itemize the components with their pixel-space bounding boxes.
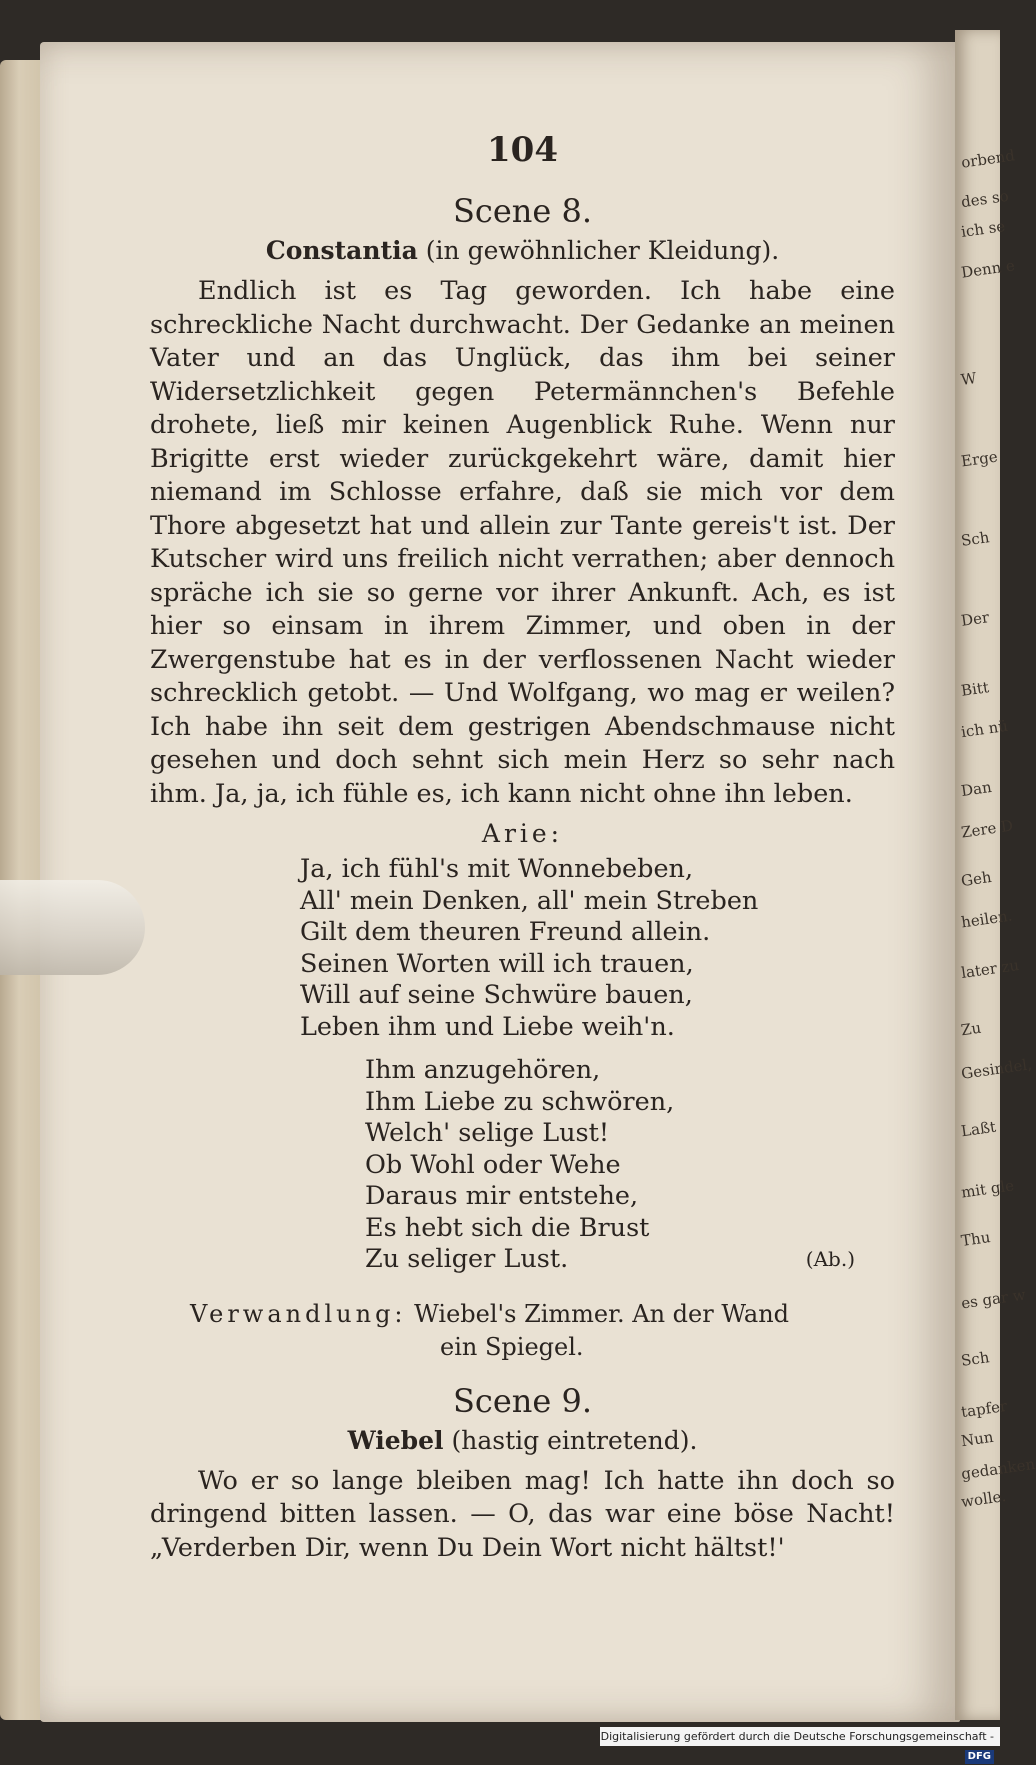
scene-9-title: Scene 9.	[452, 1381, 593, 1420]
scene-8-speaker-line	[150, 236, 895, 265]
stage-direction: (hastig eintretend).	[451, 1425, 698, 1455]
digitization-footer	[600, 1727, 1000, 1762]
verse-stanza-2	[365, 1055, 895, 1276]
stage-direction: (in gewöhnlicher Kleidung).	[425, 236, 780, 265]
facing-page-fragment: Sch	[959, 528, 991, 550]
facing-page-fragment: es gar w	[960, 1285, 1027, 1313]
transition-text-continued: ein Spiegel.	[440, 1332, 584, 1361]
facing-page-fragment: later zu	[960, 956, 1021, 982]
facing-page-fragment: heilen.	[959, 906, 1014, 932]
speaker-name: Wiebel	[347, 1425, 444, 1455]
verse-line: Ihm anzugehören,	[365, 1055, 601, 1085]
facing-page-fragment: Sch	[959, 1348, 991, 1370]
scene-9-text: Wo er so lange bleiben mag! Ich hatte ihn doch so dringend bitten lassen. — O, das war eine böse Nacht! „Verderben Dir, wenn Du Dein Wort nicht hältst!'	[150, 1465, 895, 1563]
verse-stanza-1	[300, 854, 895, 1043]
facing-page-fragment: Zere D	[960, 816, 1015, 842]
transition-label: Verwandlung:	[190, 1299, 407, 1328]
thumb	[0, 880, 145, 975]
scene-8-title: Scene 8.	[452, 192, 593, 230]
facing-page-fragment: tapfer	[959, 1396, 1009, 1422]
verse-last-row	[365, 1244, 895, 1276]
verse-line: Leben ihm und Liebe weih'n.	[300, 1011, 675, 1042]
verse-line: Welch' selige Lust!	[365, 1118, 610, 1148]
facing-page-fragment: Dan	[959, 777, 993, 801]
verse-line: All' mein Denken, all' mein Streben	[300, 885, 759, 916]
facing-page-fragment: Nun	[959, 1427, 995, 1451]
facing-page-fragment: mit gle	[960, 1176, 1016, 1202]
facing-page-fragment: gedanken	[960, 1454, 1036, 1484]
facing-page-fragment: orbend	[960, 146, 1016, 172]
facing-page-fragment: Erge	[959, 447, 999, 471]
verse-line: Daraus mir entstehe,	[365, 1181, 639, 1211]
facing-page-fragment: Zu	[959, 1018, 983, 1040]
facing-page-fragment: wolle.	[959, 1486, 1008, 1512]
facing-page-fragment: Denn e	[960, 256, 1016, 282]
verse-line: Will auf seine Schwüre bauen,	[300, 980, 693, 1010]
facing-page-fragment: ich nü	[959, 716, 1009, 742]
facing-page-fragment: Thu	[959, 1228, 992, 1250]
facing-page-fragment: des so	[959, 186, 1010, 212]
facing-page-fragment: ich se	[959, 217, 1007, 241]
arie-heading: Arie:	[481, 819, 564, 848]
verse-line: Ob Wohl oder Wehe	[365, 1149, 621, 1180]
verse-line: Es hebt sich die Brust	[365, 1212, 650, 1243]
scene-9-speaker-line	[150, 1426, 895, 1455]
facing-page-fragment: Geh	[959, 867, 993, 891]
facing-page-fragment: Der	[959, 608, 991, 630]
verse-line: Ihm Liebe zu schwören,	[365, 1086, 675, 1117]
verse-line: Zu seliger Lust.	[365, 1244, 569, 1274]
facing-page-fragment: Gesindel,	[960, 1055, 1033, 1083]
facing-page-edge	[955, 30, 1036, 1720]
facing-page-fragment: W	[959, 369, 978, 389]
speaker-name: Constantia	[265, 236, 418, 265]
facing-page-fragment: Bitt	[959, 678, 991, 700]
dfg-logo-icon: DFG	[965, 1750, 994, 1764]
page-content	[150, 130, 895, 1565]
verse-line: Ja, ich fühl's mit Wonnebeben,	[300, 854, 694, 884]
verse-line: Seinen Worten will ich trauen,	[300, 948, 694, 979]
facing-page-fragment: Laßt	[959, 1117, 998, 1141]
monologue-text: Endlich ist es Tag geworden. Ich habe eine schreckliche Nacht durchwacht. Der Gedanke an meinen Vater und an das Unglück, das ihm bei seiner Widersetzlichkeit gegen Petermännchen's Befehle drohete, ließ mir keinen Augenblick Ruhe. Wenn nur Brigitte erst wieder zurückgekehrt wäre, damit hier niemand im Schlosse erfahre, daß sie mich vor dem Thore abgesetzt hat und allein zur Tante gereis't ist. Der Kutscher wird uns freilich nicht verrathen; aber dennoch spräche ich sie so gerne vor ihrer Ankunft. Ach, es ist hier so einsam in ihrem Zimmer, und oben in der Zwergenstube hat es in der verflossenen Nacht wieder schrecklich getobt. — Und Wolfgang, wo mag er weilen? Ich habe ihn seit dem gestrigen Abendschmause nicht gesehen und doch sehnt sich mein Herz so sehr nach ihm. Ja, ja, ich fühle es, ich kann nicht ohne ihn leben.	[150, 276, 895, 809]
scene-transition	[190, 1298, 895, 1364]
exit-direction: (Ab.)	[805, 1247, 855, 1271]
verse-line: Gilt dem theuren Freund allein.	[300, 917, 711, 947]
footer-text: Digitalisierung gefördert durch die Deutsche Forschungsgemeinschaft -	[600, 1730, 994, 1743]
transition-text: Wiebel's Zimmer. An der Wand	[414, 1299, 790, 1328]
page-number: 104	[487, 130, 558, 170]
